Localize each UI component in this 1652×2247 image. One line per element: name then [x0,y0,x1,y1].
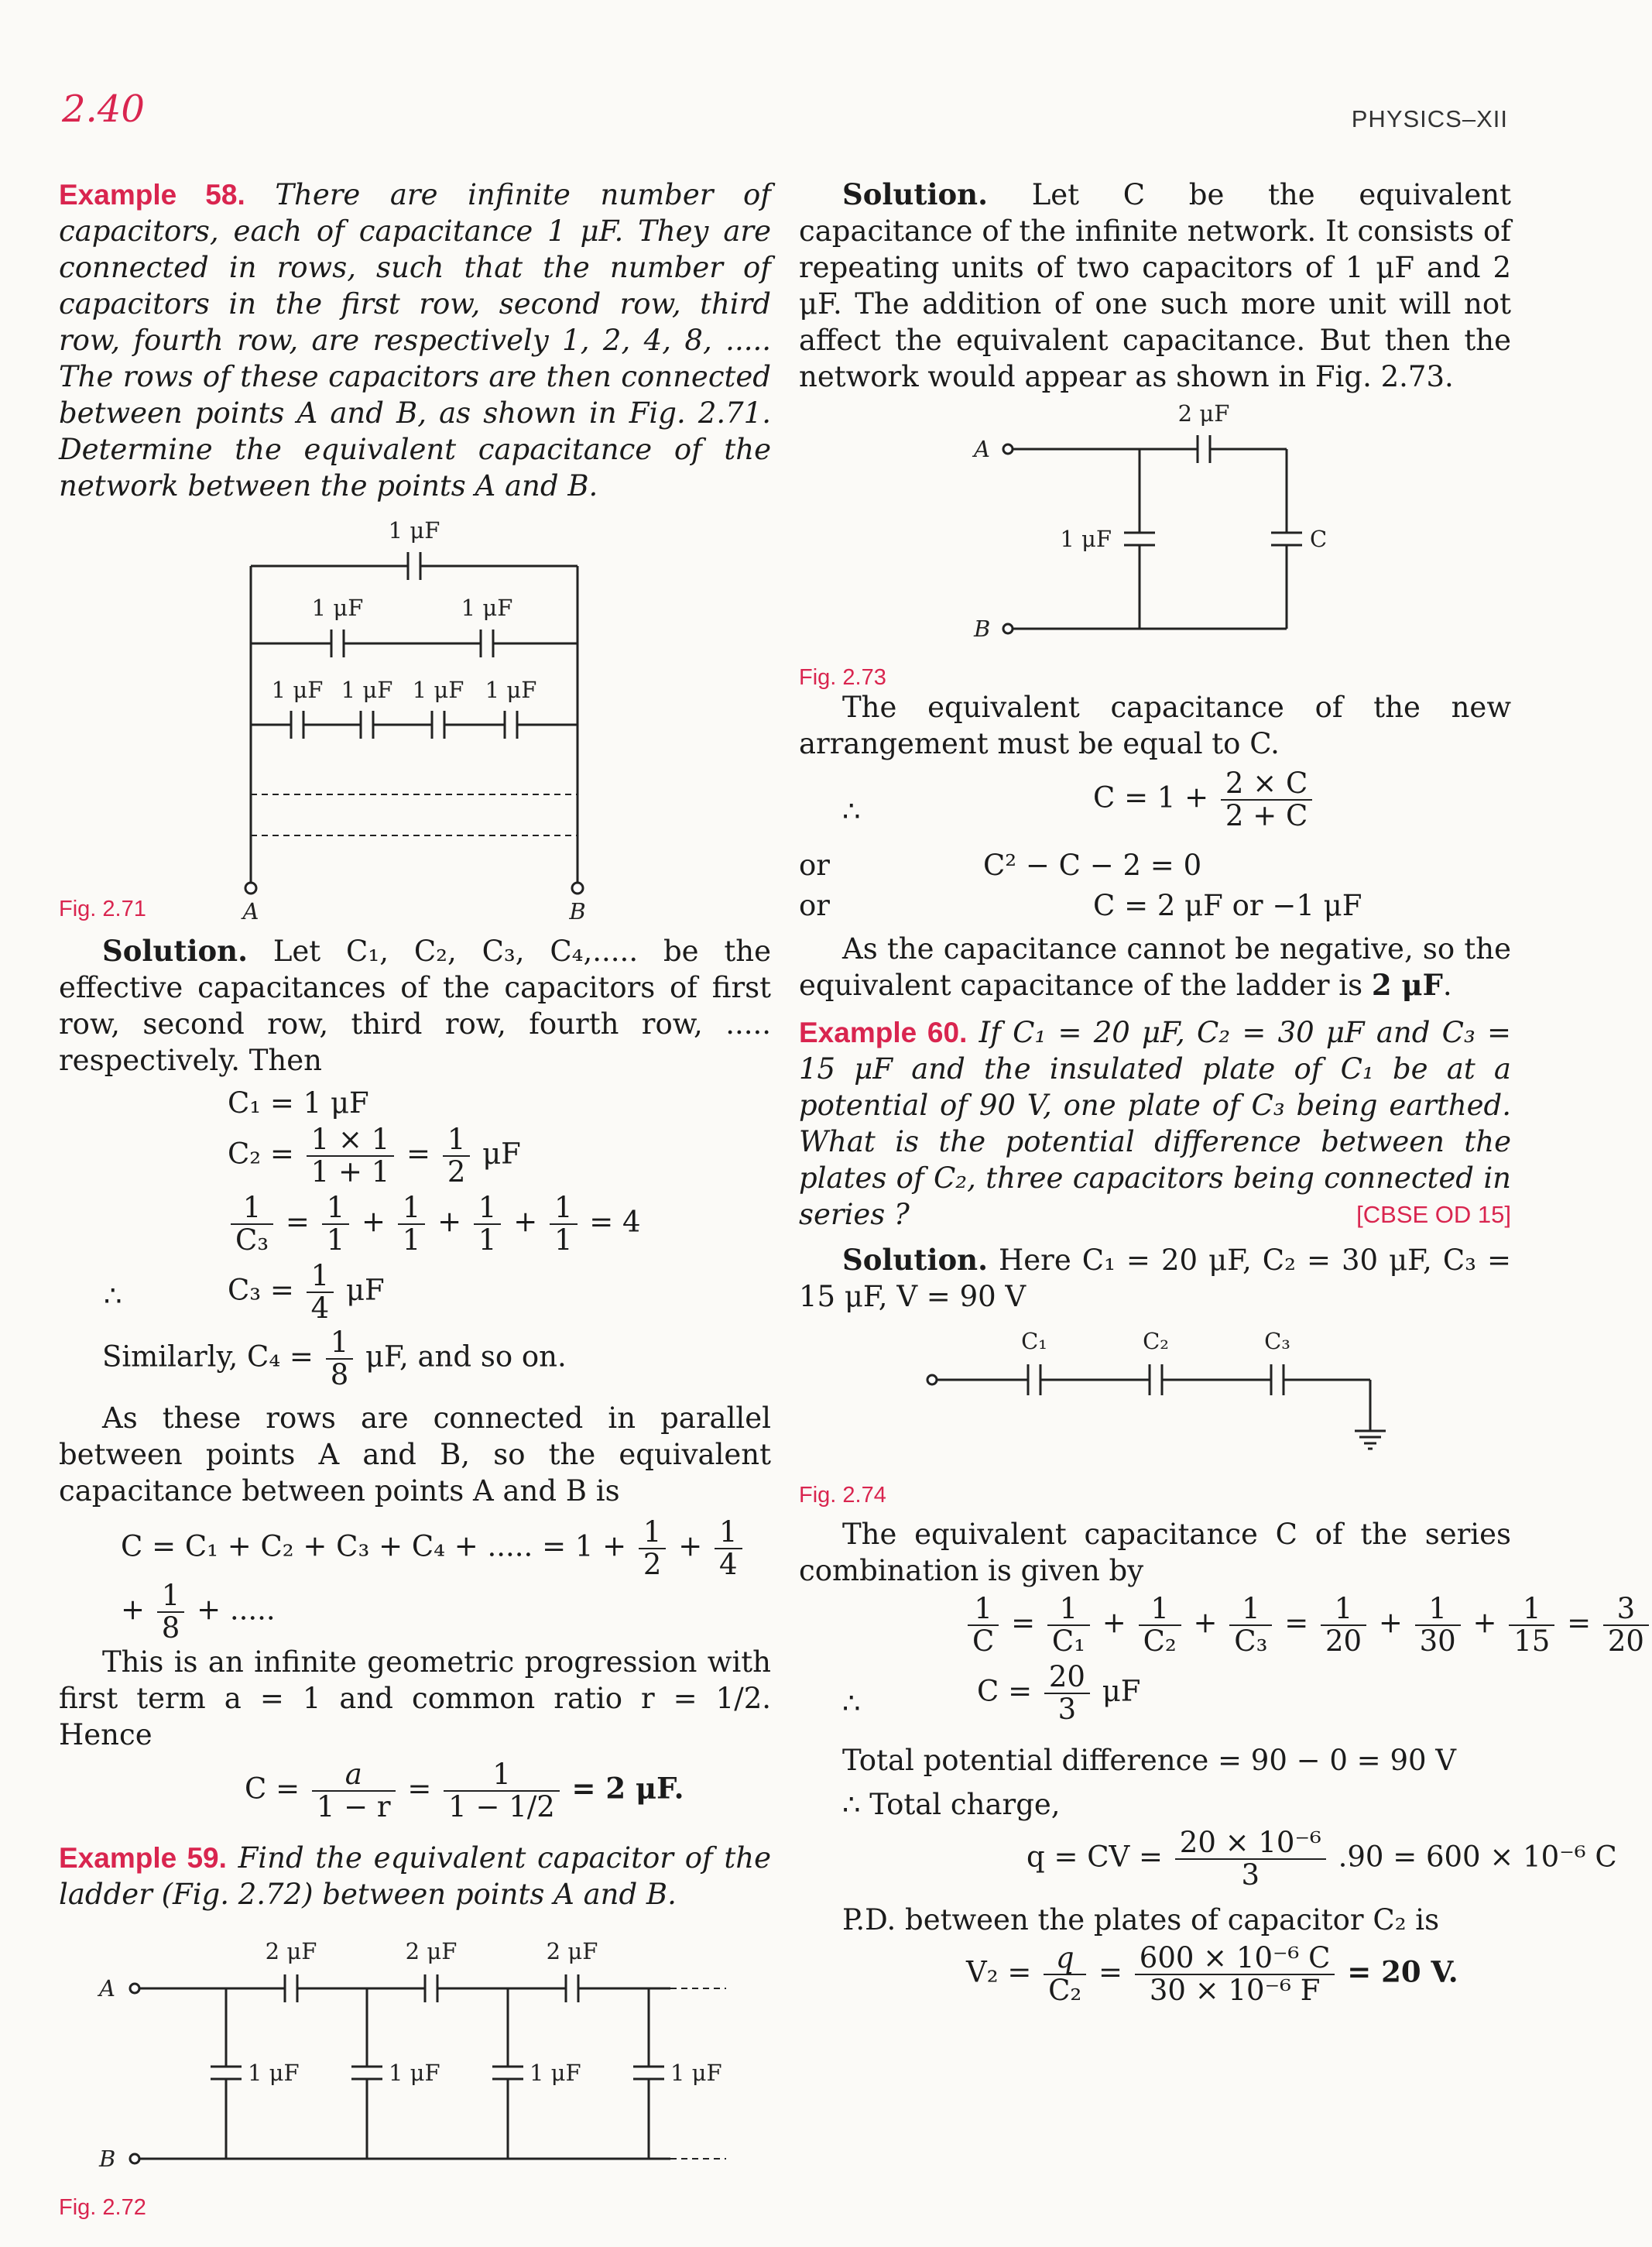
shunt-cap-2: 1 μF [389,2060,440,2086]
eq-c2: C₂ = $\frac{1 \times 1}{1 + 1}$ = $\frac{1}{2}$ μF [228,1123,521,1189]
figure-2-71 [59,504,771,938]
example-59-conclusion: As the capacitance cannot be negative, so the equivalent capacitance of the ladder is 2 μF. [799,932,1511,1002]
similarly-line: Similarly, C₄ = $\frac{1}{8}$ μF, and so on. [102,1326,567,1391]
total-charge: ∴ Total charge, [842,1788,1061,1821]
eq-c1: C₁ = 1 μF [228,1086,369,1120]
solution-intro: Let C₁, C₂, C₃, C₄,..... be the effective capacitances of the capacitors of first row, second row, third row, fourth row, ..... respectively. Then [59,935,771,1077]
example-58-question [59,177,771,504]
ladder-equivalent-diagram [799,395,1511,658]
point-a-label: A [242,898,259,925]
eq-charge: q = CV = $\frac{\text{20 × 10⁻⁶}}{3}$ .90 = 600 × 10⁻⁶ C [1027,1826,1617,1892]
figure-2-72 [59,1913,771,2222]
example-60-solution: Solution. Here C₁ = 20 μF, C₂ = 30 μF, C₃ = 15 μF, V = 90 V [799,1243,1512,1313]
series-cap-1: 2 μF [265,1938,317,1964]
page-number: 2.40 [62,87,145,131]
solution-label: Solution. [102,934,248,968]
figure-2-73-caption: Fig. 2.73 [799,665,886,690]
figure-2-74 [799,1315,1511,1508]
example-59-question: Example 59. Find the equivalent capacitor of the ladder (Fig. 2.72) between points A and B. [59,1841,771,1911]
ladder-diagram [59,1913,771,2191]
parallel-text: As these rows are connected in parallel between points A and B, so the equivalent capacitance between points A and B is [59,1401,771,1508]
series-text: The equivalent capacitance C of the series combination is given by [799,1518,1511,1587]
figure-2-72-caption: Fig. 2.72 [59,2195,146,2220]
ladder-point-a: A [99,1975,115,2002]
example-60-label: Example 60. [799,1017,968,1048]
capacitor-rows-diagram [59,504,771,925]
example-59-label: Example 59. [59,1842,227,1874]
eq-60-1: $\frac{1}{C}$ = $\frac{1}{\text{C₁}}$ + $\frac{1}{\text{C₂}}$ + $\frac{1}{\text{C₃}}$ = $\frac{1}{20}$ + $\frac{1}{30}$ + $\frac{1}{15}$ = $\frac{3}{20}$ [965,1593,1511,1657]
c2-label: C₂ [1143,1328,1169,1354]
new-arrangement-text: The equivalent capacitance of the new arrangement must be equal to C. [799,691,1511,760]
eq-point-a: A [974,436,990,462]
cap-label-row3b: 1 μF [341,677,393,703]
eq-59-2: or C² − C − 2 = 0 [799,849,1202,882]
c1-label: C₁ [1021,1328,1047,1354]
cbse-tag: [CBSE OD 15] [1356,1201,1511,1228]
figure-2-74-caption: Fig. 2.74 [799,1483,886,1508]
shunt-cap-1: 1 μF [248,2060,300,2086]
example-59-solution: Solution. Let C be the equivalent capacitance of the infinite network. It consists of repeating units of two capacitors of 1 μF and 2 μF. The addition of one such more unit will not affect the equivalent capacitance. But then the network would appear as shown in Fig. 2.73. [799,177,1511,393]
eq-c3-reciprocal: $\frac{1}{\text{C₃}}$ = $\frac{1}{1}$ + $\frac{1}{1}$ + $\frac{1}{1}$ + $\frac{1}{1}$ = 4 [228,1192,771,1256]
eq-c3: ∴ C₃ = $\frac{1}{4}$ μF [104,1259,385,1325]
eq-v2: V₂ = $\frac{q}{\text{C₂}}$ = $\frac{\text{600 × 10⁻⁶ C}}{\text{30 × 10⁻⁶ F}}$ = 20 V. [966,1941,1458,2007]
example-58-label: Example 58. [59,179,245,211]
example-58-solution [59,933,771,1079]
point-b-label: B [569,898,586,925]
eq-point-b: B [974,616,991,642]
eq-series-sum: C = C₁ + C₂ + C₃ + C₄ + ..... = 1 + $\frac{1}{2}$ + $\frac{1}{4}$ + $\frac{1}{8}$ + ..... [121,1517,771,1644]
eq-59-1: ∴ C = 1 + $\frac{2 \times C}{2 + C}$ [799,765,1511,842]
series-capacitor-diagram [799,1315,1511,1477]
cap-label-row3c: 1 μF [412,677,464,703]
equations-58 [104,1085,771,1325]
cap-label-row2a: 1 μF [311,595,364,621]
figure-2-73 [799,395,1511,689]
left-column [59,177,771,2222]
total-pd: Total potential difference = 90 − 0 = 90 V [842,1744,1457,1777]
example-60-question: Example 60. If C₁ = 20 μF, C₂ = 30 μF and C₃ = 15 μF and the insulated plate of C₁ be at a potential of 90 V, one plate of C₃ being earthed. What is the potential difference between the plates of C₂, three capacitors being connected in series ? [CBSE OD 15] [799,1016,1512,1231]
c3-label: C₃ [1264,1328,1290,1354]
shunt-cap-3: 1 μF [530,2060,581,2086]
eq-gp: C = $\frac{a}{1 - r}$ = $\frac{1}{1 - 1/2}$ = 2 μF. [245,1758,684,1823]
eq-series-cap: 2 μF [1177,400,1230,427]
series-cap-3: 2 μF [546,1938,598,1964]
eq-59-3: or C = 2 μF or −1 μF [799,889,1362,922]
ladder-point-b: B [99,2146,116,2172]
series-cap-2: 2 μF [405,1938,458,1964]
eq-c-label: C [1310,526,1328,552]
figure-2-71-caption: Fig. 2.71 [59,897,146,921]
cap-label-row1: 1 μF [388,517,440,544]
example-58-text: There are infinite number of capacitors, each of capacitance 1 μF. They are connected in rows, such that the number of capacitors in the first row, second row, third row, fourth row, are respectively 1, 2, 4, 8, ..... The rows of these capacitors are then connected between points A and B, as shown in Fig. 2.71. Determine the equivalent capacitance of the network between the points A and B. [59,178,772,503]
book-title: PHYSICS–XII [1351,105,1508,132]
cap-label-row3d: 1 μF [485,677,537,703]
cap-label-row3a: 1 μF [271,677,324,703]
shunt-cap-4: 1 μF [670,2060,722,2086]
pd-text: P.D. between the plates of capacitor C₂ is [842,1903,1440,1937]
eq-shunt-cap: 1 μF [1060,526,1112,552]
eq-60-2: ∴ C = $\frac{20}{3}$ μF [842,1660,1141,1726]
right-column [799,177,1644,2007]
gp-text: This is an infinite geometric progression with first term a = 1 and common ratio r = 1/2. Hence [59,1645,771,1751]
cap-label-row2b: 1 μF [461,595,513,621]
